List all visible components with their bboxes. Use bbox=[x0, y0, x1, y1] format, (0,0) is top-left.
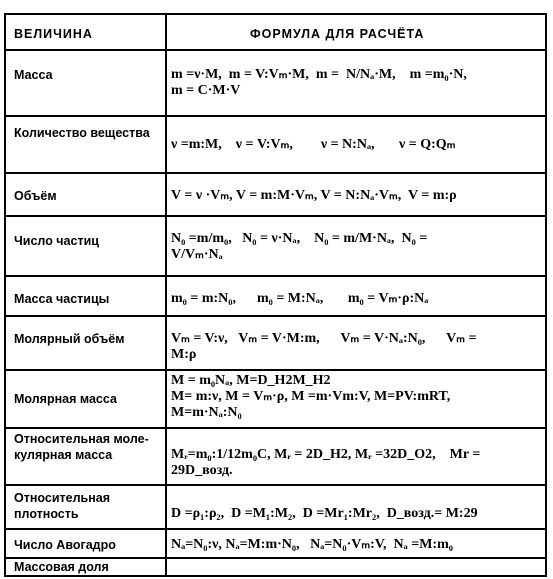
table-row bbox=[6, 317, 545, 371]
row-formula: V = ν ·Vₘ, V = m:M·Vₘ, V = N:Nₐ·Vₘ, V = m:ρ bbox=[171, 188, 457, 203]
table-row bbox=[6, 217, 545, 277]
row-name: Масса частицы bbox=[14, 292, 110, 306]
row-name: Массовая доля bbox=[14, 560, 109, 574]
row-formula: N₀ =m/m₀, N₀ = ν·Nₐ, N₀ = m/M·Nₐ, N₀ = V/Vₘ·Nₐ bbox=[171, 231, 428, 262]
table-row bbox=[6, 117, 545, 174]
table-row bbox=[6, 429, 545, 486]
row-formula: Mᵣ=m₀:1/12m₀C, Mᵣ = 2D_H2, Mᵣ =32D_O2, Mr = 29D_возд. bbox=[171, 447, 481, 478]
header-formula: ФОРМУЛА ДЛЯ РАСЧЁТА bbox=[250, 27, 425, 41]
table-row bbox=[6, 559, 545, 577]
table-header-row bbox=[6, 15, 545, 51]
row-name: Молярная масса bbox=[14, 392, 117, 406]
row-name: Относительная моле- кулярная масса bbox=[14, 432, 149, 462]
row-formula: M = m₀Nₐ, M=D_H2M_H2 M= m:ν, M = Vₘ·ρ, M =m·Vm:V, M=PV:mRT, M=m·Nₐ:N₀ bbox=[171, 373, 451, 420]
row-formula: Vₘ = V:ν, Vₘ = V·M:m, Vₘ = V·Nₐ:N₀, Vₘ = M:ρ bbox=[171, 331, 477, 362]
row-name: Молярный объём bbox=[14, 332, 125, 346]
row-formula: m₀ = m:N₀, m₀ = M:Nₐ, m₀ = Vₘ·ρ:Nₐ bbox=[171, 291, 429, 306]
table-row bbox=[6, 486, 545, 530]
row-name: Число частиц bbox=[14, 234, 99, 248]
row-name: Относительная плотность bbox=[14, 491, 110, 521]
row-formula: D =ρ₁:ρ₂, D =M₁:M₂, D =Mr₁:Mr₂, D_возд.= M:29 bbox=[171, 506, 478, 521]
table-row bbox=[6, 371, 545, 429]
row-name: Объём bbox=[14, 189, 57, 203]
table-row bbox=[6, 51, 545, 117]
row-name: Масса bbox=[14, 68, 53, 82]
header-quantity: ВЕЛИЧИНА bbox=[14, 27, 93, 41]
formula-table bbox=[4, 13, 547, 577]
row-formula: ν =m:M, ν = V:Vₘ, ν = N:Nₐ, ν = Q:Qₘ bbox=[171, 137, 456, 152]
table-row bbox=[6, 277, 545, 317]
row-formula: Nₐ=N₀:ν, Nₐ=M:m·N₀, Nₐ=N₀·Vₘ:V, Nₐ =M:m₀ bbox=[171, 537, 453, 552]
table-row bbox=[6, 174, 545, 217]
table-row bbox=[6, 530, 545, 559]
row-name: Количество вещества bbox=[14, 126, 150, 140]
row-name: Число Авогадро bbox=[14, 538, 116, 552]
row-formula: m =ν·M, m = V:Vₘ·M, m = N/Nₐ·M, m =m₀·N, m = C·M·V bbox=[171, 67, 467, 98]
